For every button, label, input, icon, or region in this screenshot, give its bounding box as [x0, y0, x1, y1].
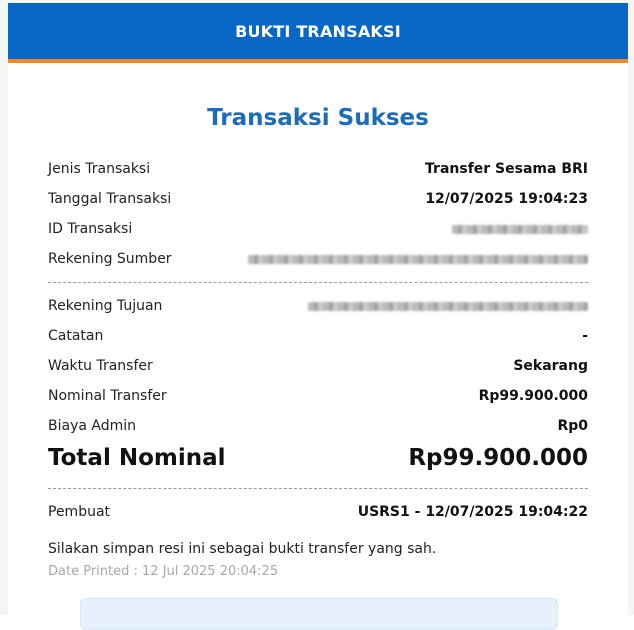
- receipt-card: [8, 63, 628, 615]
- row-label: Rekening Tujuan: [48, 298, 163, 314]
- total-value: Rp99.900.000: [408, 445, 588, 471]
- row-pembuat: [48, 502, 588, 522]
- receipt-header: [8, 3, 628, 59]
- row-jenis-transaksi: [48, 159, 588, 179]
- row-label: Pembuat: [48, 504, 111, 520]
- transaction-status-title: Transaksi Sukses: [207, 105, 429, 131]
- total-nominal-row: [48, 445, 588, 471]
- row-nominal-transfer: [48, 386, 588, 406]
- row-id-transaksi: [48, 219, 588, 239]
- row-label: Biaya Admin: [48, 418, 137, 434]
- row-label: Waktu Transfer: [48, 358, 153, 374]
- row-tanggal-transaksi: [48, 189, 588, 209]
- receipt-note: Silakan simpan resi ini sebagai bukti transfer yang sah.: [48, 541, 437, 557]
- row-label: Tanggal Transaksi: [48, 191, 172, 207]
- row-label: Nominal Transfer: [48, 388, 167, 404]
- dashed-divider: [48, 282, 588, 283]
- row-value: -: [582, 328, 588, 344]
- row-value: Sekarang: [513, 358, 588, 374]
- redacted-value: [308, 302, 588, 311]
- row-value: Rp99.900.000: [478, 388, 588, 404]
- info-box: [80, 598, 558, 630]
- row-rekening-sumber: [48, 249, 588, 269]
- row-value: 12/07/2025 19:04:23: [425, 191, 588, 207]
- redacted-value: [248, 255, 588, 264]
- row-rekening-tujuan: [48, 296, 588, 316]
- total-label: Total Nominal: [48, 445, 226, 471]
- date-printed: Date Printed : 12 Jul 2025 20:04:25: [48, 564, 279, 579]
- row-value: USRS1 - 12/07/2025 19:04:22: [357, 504, 588, 520]
- row-value: Rp0: [557, 418, 588, 434]
- row-catatan: [48, 326, 588, 346]
- row-label: ID Transaksi: [48, 221, 133, 237]
- row-label: Rekening Sumber: [48, 251, 172, 267]
- redacted-value: [452, 225, 588, 234]
- row-waktu-transfer: [48, 356, 588, 376]
- row-value: Transfer Sesama BRI: [425, 161, 588, 177]
- row-label: Jenis Transaksi: [48, 161, 151, 177]
- row-biaya-admin: [48, 416, 588, 436]
- row-label: Catatan: [48, 328, 104, 344]
- dashed-divider: [48, 488, 588, 489]
- header-title: BUKTI TRANSAKSI: [235, 21, 401, 41]
